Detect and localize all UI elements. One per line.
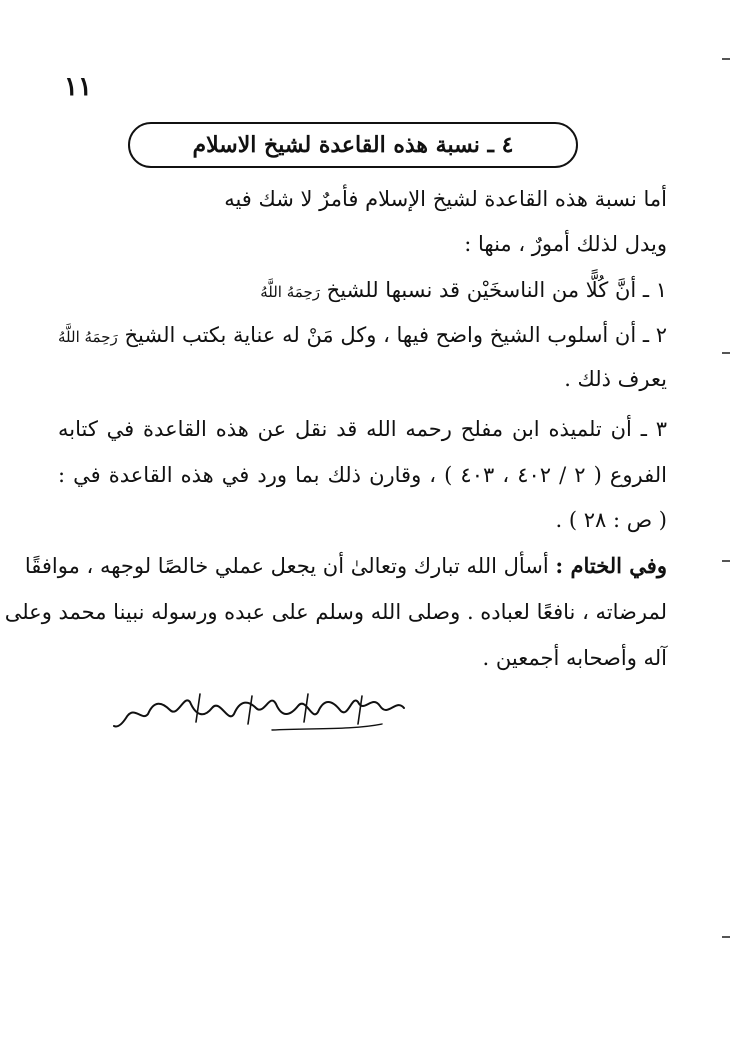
body-line-2: ويدل لذلك أمورٌ ، منها : <box>464 232 667 256</box>
honorific-seal-1: رَحِمَهُ اللَّهُ <box>260 283 320 301</box>
body-line-9 <box>24 551 667 581</box>
body-line-5: يعرف ذلك . <box>564 367 667 391</box>
body-line-1: أما نسبة هذه القاعدة لشيخ الإسلام فأمرٌ لا شك فيه <box>224 187 667 211</box>
scan-edge-mark <box>722 936 730 938</box>
body-line-4-text: ٢ ـ أن أسلوب الشيخ واضح فيها ، وكل مَنْ له عناية بكتب الشيخ <box>124 323 667 347</box>
body-line-3 <box>260 275 667 307</box>
body-line-7: الفروع ( ٢ / ٤٠٢ ، ٤٠٣ ) ، وقارن ذلك بما ورد في هذه القاعدة في : <box>58 463 667 487</box>
scan-edge-mark <box>722 352 730 354</box>
body-line-10: لمرضاته ، نافعًا لعباده . وصلى الله وسلم على عبده ورسوله نبينا محمد وعلى <box>4 600 667 624</box>
scan-edge-mark <box>722 560 730 562</box>
body-line-9-text: أسأل الله تبارك وتعالىٰ أن يجعل عملي خالصًا لوجهه ، موافقًا <box>24 554 549 578</box>
closing-label: وفي الختام : <box>555 553 667 578</box>
section-title: ٤ ـ نسبة هذه القاعدة لشيخ الاسلام <box>192 132 514 158</box>
body-line-6: ٣ ـ أن تلميذه ابن مفلح رحمه الله قد نقل عن هذه القاعدة في كتابه <box>58 417 667 441</box>
scan-edge-mark <box>722 58 730 60</box>
page-number: ١١ <box>64 72 92 102</box>
honorific-seal-2: رَحِمَهُ اللَّهُ <box>58 328 118 346</box>
body-line-4 <box>58 320 667 352</box>
body-line-8: ( ص : ٢٨ ) . <box>555 508 667 532</box>
body-line-11: آله وأصحابه أجمعين . <box>482 646 667 670</box>
handwritten-signature <box>112 688 412 734</box>
body-line-3-text: ١ ـ أنَّ كُلًّا من الناسخَيْن قد نسبها للشيخ <box>326 278 667 302</box>
section-header-box <box>128 122 578 168</box>
